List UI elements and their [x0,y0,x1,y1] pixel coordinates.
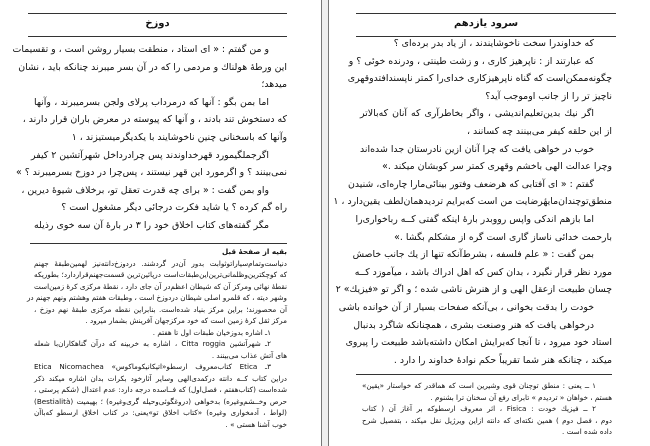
text-line: چگونه‌ممکن‌است که گناه ناپرهیزکاری خدای‌را کمتر ناپسندافتدوقهری [347,73,612,85]
left-page-header [28,13,287,37]
text-line: چسان طبیعت ازعقل الهی و از هنرش ناشی شده ؛ و اگر تو «فیزیك» ۲ [335,284,612,296]
footnote-line: ۲ـ شهرآتشین Citta roggia ، اشاره به خربینه‌ که درآن گناهکاران‌با شعله [34,339,272,348]
text-line: اما بمن بگو : آنها که درمرداب پرلای ولجن بسرمیبرند ، وآنها [34,96,269,108]
footnote-line: ۲ ــ فیزیك خودت : Fisica ، اثر معروف ارسطوکه بر آغاز آن ( کتاب [362,404,596,413]
text-line: بارحمت خدائی ناساز گاری است گره از مشکلم بگشا .» [394,231,612,243]
text-line: مگر گفته‌های کتاب اخلاق خود را ۳ در بارهٔ آن سه خوی رذیله [34,219,269,231]
right-page-title: سرود یازدهم [453,18,519,29]
footnote-line: دوم ، فصل دوم ) همین نکته‌ای که دانته ازاین ویرژیل نقل میکند ، بتفصیل شرح [362,415,612,425]
text-line: ناچیز تر را از جانب اوموجب آید؟ [485,90,612,102]
footnote-line: ۱ ــ یعنی : منطق توچنان قوی وشیرین است که هماقدر که خواستار «یقین» [362,381,596,390]
text-line: واو بمن گفت : « برای چه قدرت تعقل تو، برخلاف شیوهٔ دیرین ، [21,184,269,196]
text-line: مورد نظر قرار نگیرد ، بدان کس که اهل ادراك باشد ، میآموزد کــه [354,266,612,278]
text-line: این ورطهٔ هولناك و مردمی را که در آن بسر میبرند چنانکه باید ، نشان [18,61,287,73]
text-line: میکند ، چنانکه هنر شما تقریباً حکم نوادهٔ خداوند را دارد . [393,354,612,366]
footnote-line: های آتش عذاب می‌بینند . [211,350,287,360]
text-line: از این حلقه کیفر می‌بینند چه کسانند ، [467,125,612,137]
left-footnote-separator [30,243,287,244]
footnote-line: مرکز ثقل کرهٔ زمین است که خود مرکزجهان آفرینش بشمار میرود . [85,316,287,325]
right-page-header [356,13,616,37]
left-page-body [12,41,287,235]
footnote-line: حرص وخــشم‌وغیره) بدخواهی (دروغگوئی‌وحیله گری‌وغیره) ؛ بهیمیت (Bestialità) [34,396,287,406]
text-line: راه گم کرده ؟ یا شاید فکرت درجائی دیگر مشغول است ؟ [61,202,287,214]
text-line: خودت را بدقت بخوانی ، بی‌آنکه صفحات بسیار از آن خوانده باشی [338,301,594,313]
left-page-title: دوزخ [145,18,170,29]
footnote-line: داده شده است . [562,427,612,436]
text-line: که خداوندرا سخت ناخوشایندند ، از یاد بدر برده‌ای ؟ [393,38,594,49]
text-line: که عبارتند از : ناپرهیز کاری ، و زشت طینتی ، ودرنده خوئی ؟ و [348,55,594,67]
text-line: خوب در خواهی یافت که چرا آنان ازین نادرستان جدا شده‌اند [360,143,594,155]
text-line: وآنها که باسخنانی چنین ناخوشایند با یکدیگرمیستیزند ، ۱ [71,131,287,143]
footnote-line: وشهر دیته ، که قلمرو اصلی شیطان دردوزخ است ، وطبقات هفتم وهشتم ونهم جهنم در [26,293,287,302]
text-line: بمن گفت : « علم فلسفه ، بشرط‌آنکه تنها از یك جانب خاصش [352,249,594,261]
text-line: استاد خود میرود ، تا آنجا که‌برایش امکان داشته‌باشد طبیعت را پیروی [345,337,612,349]
text-line: اگر نیك بدین‌تعلیم‌اندیشی ، واگر بخاطرآری که آنان که‌بالاتر [360,108,594,120]
footnote-line: (لواط ، آدمخواری وغیره) «کتاب اخلاق تو»یعنی: در کتاب اخلاق ارسطو که‌باآن [34,408,287,417]
text-line: که دستخوش تند بادند ، و آنها که پیوسته در معرض باران قرار دارند ، [22,114,287,126]
left-page-footnotes [26,246,287,430]
footnote-line: ۳ـ Etica کتاب‌معروف ارسطو«اتیکانیکوماکوس» Etica Nicomachea [34,362,271,371]
footnote-line: ۱ـ اشاره بدوزخیان طبقات اول تا هفتم . [152,327,271,337]
footnote-line: شده‌است (کتاب‌هفتم ، فصل‌اول) که فــاسده درجه دارد: عدم اعتدال (شکم پرستی ، [34,385,287,394]
footnote-line: هستم ، خواهان « تردیدم » تابرای رفع آن سخنان ترا بشنوم . [430,392,612,402]
right-footnote-separator [356,374,612,375]
right-page-footnotes [362,380,612,438]
text-line: منطق‌توچندان‌مایهٔرضایت من است که‌برایم تردیدهمان‌لطف یقین‌دارد ، ۱ [333,196,612,208]
left-page [0,0,321,446]
text-line: اگرجملگیمورد قهرخداوندند پس چرادرداخل شهرآتشین ۲ کیفر [31,149,269,161]
text-line: اما بازهم اندکی واپس رووبدر بارهٔ اینکه گفتی کــه رباخواری‌را [355,213,594,225]
right-page-body [333,35,612,369]
footnote-line: آن محصورند؛ براین مرکز بنیاد شده‌است. بنابراین نقطه مرکزی طبقهٔ نهم دوزخ ، [34,304,287,314]
footnote-line: که کوچکترین‌وظلمانی‌ترین‌این‌طبقات‌است درپائین‌ترین قسمت‌جهنم‌قراردارد؛ بطوریکه [34,270,287,279]
text-line: وچرا عدالت الهی باخشم وقهری کمتر سر کوبشان میکند .» [382,161,612,173]
footnote-line: نقطهٔ نهائی ومرکز آن که شیطان اعظم‌در آن جای دارد ، نقطهٔ مرکزی کرهٔ زمین‌است [34,281,287,291]
footnote-line: خوب آشنا هستی » . [225,419,287,429]
text-line: گفتم : « ای آفتابی که هرضعف وفتور بینائی‌مارا چاره‌ای، شنیدن [347,178,594,190]
text-line: و من گفتم : « ای استاد ، منطقت بسیار روشن است ، و تقسیمات [12,44,269,55]
footnote-line: دراین کتاب کــه دانته درکمدی‌الهی وسایر آثارخود بکرات بدان اشاره میکند ذکر [34,373,287,383]
text-line: درخواهی یافت که هنر وصنعت بشری ، همچنانکه شاگرد بدنبال [353,319,594,331]
footnote-line: بقیه از صفحهٔ قبل [222,247,287,256]
footnote-line: دنیاست‌وتمام‌سیاراتوثوابت بدور آن‌در گردشند. در‌دوزخ‌دانته‌نیز لهمین‌طبقهٔ جهنم [34,258,287,268]
text-line: میدهد؛ [261,79,287,91]
book-gutter [321,0,329,446]
text-line: نمی‌بینند ؟ و اگرمورد این قهر نیستند ، پس‌چرا در دوزخ بسرمیبرند ؟ » [15,167,287,179]
right-page [330,0,650,446]
